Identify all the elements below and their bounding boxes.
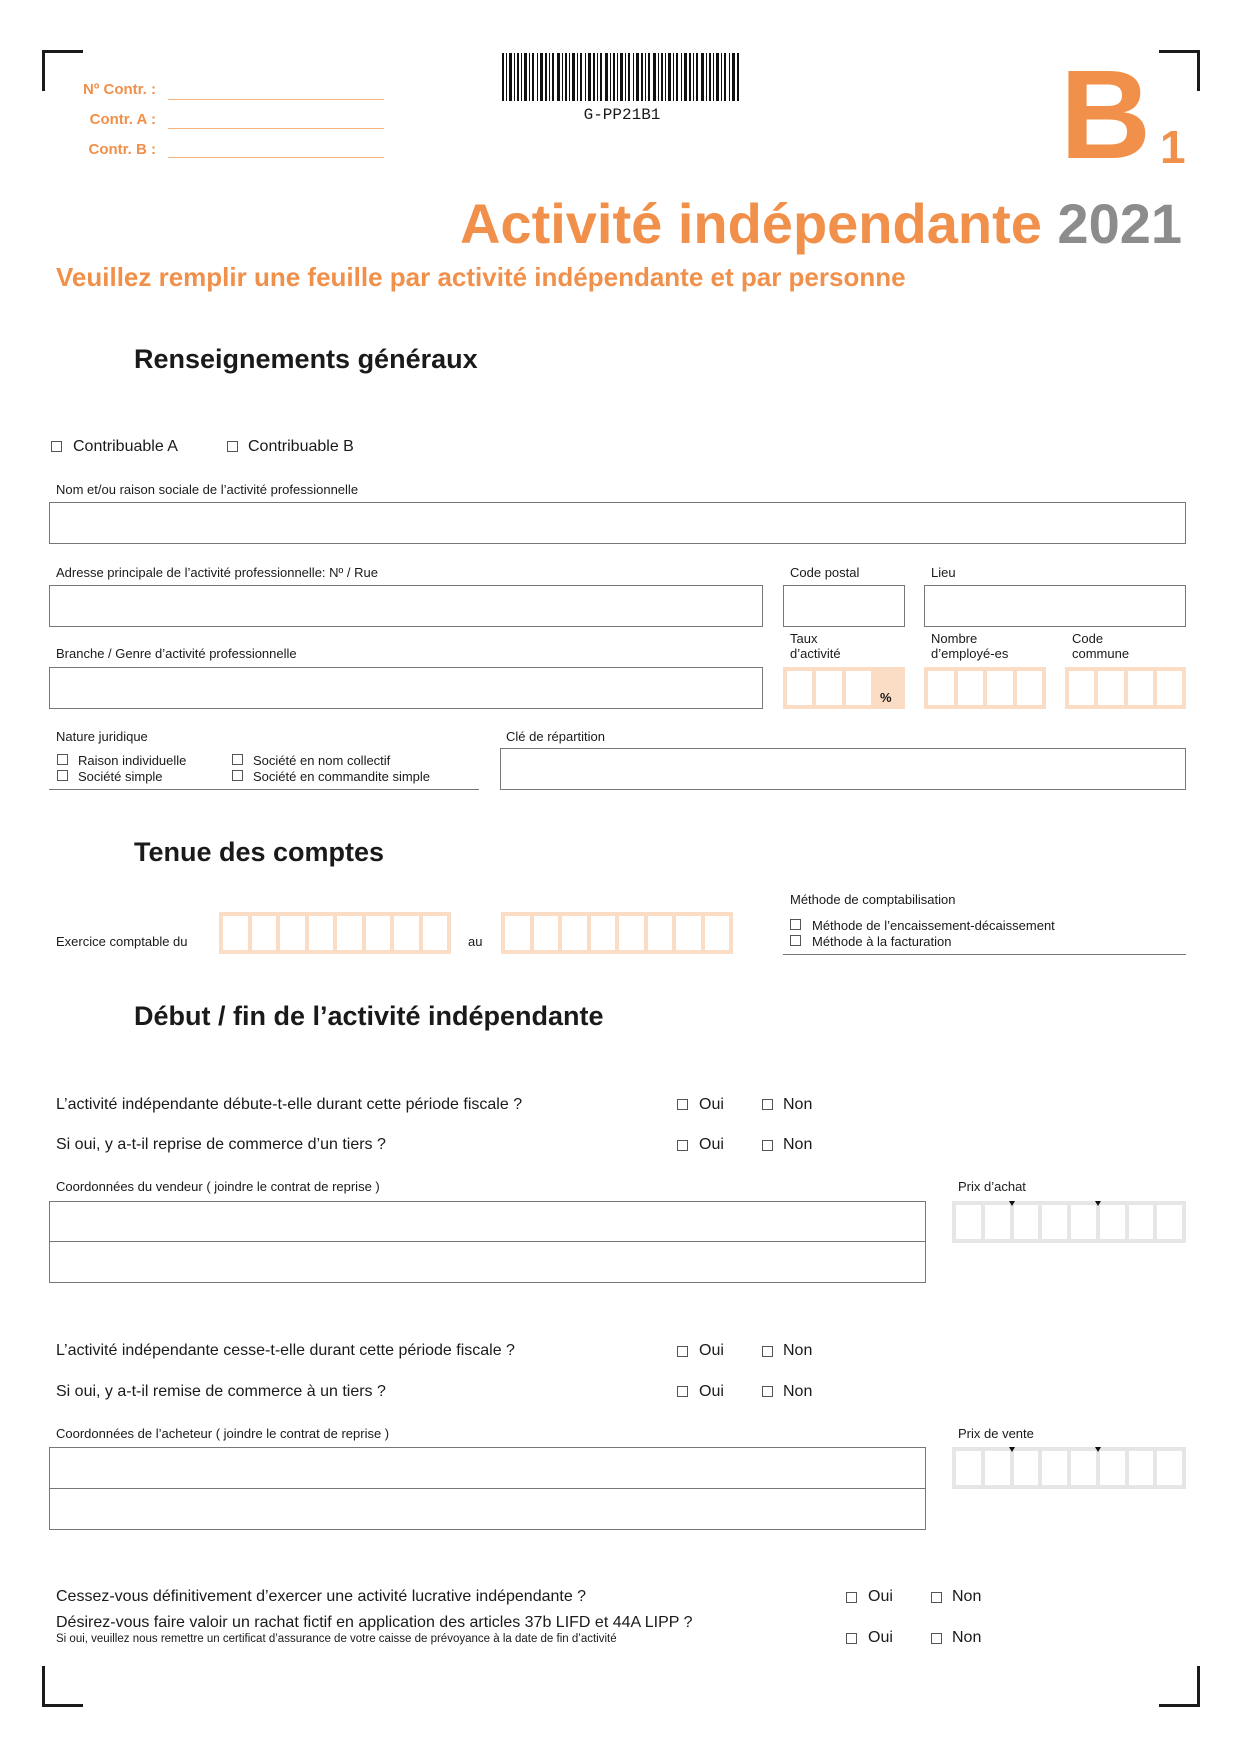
buyer-label: Coordonnées de l’acheteur ( joindre le contrat de reprise ) xyxy=(56,1426,390,1441)
digit-cell xyxy=(252,916,277,950)
digit-cell xyxy=(366,916,391,950)
digit-cell xyxy=(956,1451,981,1485)
checkbox-societe-simple[interactable] xyxy=(57,770,68,781)
contr-no-field[interactable] xyxy=(168,99,384,100)
checkbox-start-non[interactable] xyxy=(762,1099,773,1110)
digit-cell xyxy=(787,671,812,705)
digit-cell xyxy=(1071,1451,1096,1485)
checkbox-remise-oui[interactable] xyxy=(677,1386,688,1397)
title-text: Activité indépendante xyxy=(459,192,1042,255)
thousands-separator-icon xyxy=(1095,1201,1101,1206)
raison-individuelle-label: Raison individuelle xyxy=(78,753,187,768)
nature-divider xyxy=(49,789,479,790)
digit-cell xyxy=(423,916,448,950)
address-input[interactable] xyxy=(49,585,763,627)
checkbox-nom-collectif[interactable] xyxy=(232,754,243,765)
sale-price-label: Prix de vente xyxy=(958,1426,1034,1441)
vendor-input-line1[interactable] xyxy=(49,1201,926,1243)
name-label: Nom et/ou raison sociale de l’activité professionnelle xyxy=(56,482,359,497)
vendor-label: Coordonnées du vendeur ( joindre le contrat de reprise ) xyxy=(56,1179,380,1194)
contribuable-b-label: Contribuable B xyxy=(248,438,354,455)
digit-cell xyxy=(987,671,1013,705)
branch-input[interactable] xyxy=(49,667,763,709)
checkbox-contribuable-b[interactable] xyxy=(227,441,238,452)
digit-cell xyxy=(705,916,730,950)
postal-code-label: Code postal xyxy=(790,565,860,580)
exercise-label: Exercice comptable du xyxy=(56,934,188,949)
digit-cell xyxy=(846,671,871,705)
question-reprise: Si oui, y a-t-il reprise de commerce d’un tiers ? xyxy=(56,1136,386,1153)
digit-cell xyxy=(223,916,248,950)
page-title xyxy=(459,192,1182,255)
contr-b-label: Contr. B : xyxy=(88,141,156,158)
corner-mark-bottom-right xyxy=(1159,1666,1200,1707)
barcode-icon xyxy=(502,53,742,101)
cle-input[interactable] xyxy=(500,748,1186,790)
contr-a-label: Contr. A : xyxy=(89,111,156,128)
question-cease: Cessez-vous définitivement d’exercer une activité lucrative indépendante ? xyxy=(56,1588,587,1605)
commune-label xyxy=(1072,631,1129,661)
digit-cell xyxy=(928,671,954,705)
digit-cell xyxy=(1014,1451,1039,1485)
digit-cell xyxy=(309,916,334,950)
section-heading-accounts: Tenue des comptes xyxy=(134,837,385,867)
contr-b-field[interactable] xyxy=(168,157,384,158)
employees-input[interactable] xyxy=(924,667,1046,709)
checkbox-reprise-oui[interactable] xyxy=(677,1140,688,1151)
digit-cell xyxy=(958,671,984,705)
digit-cell xyxy=(562,916,587,950)
purchase-price-input[interactable] xyxy=(952,1201,1186,1243)
digit-cell xyxy=(1128,671,1153,705)
employees-label-line2: d’employé-es xyxy=(931,646,1009,661)
question-rachat: Désirez-vous faire valoir un rachat fictif en application des articles 37b LIFD et 44A LIPP ? xyxy=(56,1614,693,1631)
digit-cell xyxy=(1100,1451,1125,1485)
title-year: 2021 xyxy=(1057,192,1182,255)
nature-label: Nature juridique xyxy=(56,729,148,744)
commune-input[interactable] xyxy=(1065,667,1186,709)
taux-label xyxy=(790,631,841,661)
employees-label-line1: Nombre xyxy=(931,631,978,646)
contribuable-a-label: Contribuable A xyxy=(73,438,178,455)
digit-cell xyxy=(1014,1205,1039,1239)
buyer-input-line2[interactable] xyxy=(49,1488,926,1530)
digit-cell xyxy=(1129,1205,1154,1239)
checkbox-rachat-non[interactable] xyxy=(931,1633,942,1644)
cle-label: Clé de répartition xyxy=(506,729,605,744)
purchase-price-label: Prix d’achat xyxy=(958,1179,1026,1194)
digit-cell xyxy=(1042,1205,1067,1239)
method-label: Méthode de comptabilisation xyxy=(790,892,956,907)
digit-cell xyxy=(1100,1205,1125,1239)
oui-label: Oui xyxy=(699,1383,724,1400)
thousands-separator-icon xyxy=(1009,1447,1015,1452)
oui-label: Oui xyxy=(699,1342,724,1359)
section-heading-startend: Début / fin de l’activité indépendante xyxy=(134,1001,604,1031)
checkbox-facturation[interactable] xyxy=(790,935,801,946)
sale-price-input[interactable] xyxy=(952,1447,1186,1489)
question-remise: Si oui, y a-t-il remise de commerce à un tiers ? xyxy=(56,1383,386,1400)
form-letter: B xyxy=(1060,44,1151,185)
digit-cell xyxy=(591,916,616,950)
checkbox-cease-oui[interactable] xyxy=(846,1592,857,1603)
thousands-separator-icon xyxy=(1095,1447,1101,1452)
digit-cell xyxy=(1157,671,1182,705)
checkbox-cease-non[interactable] xyxy=(931,1592,942,1603)
non-label: Non xyxy=(783,1136,813,1153)
barcode-text: G-PP21B1 xyxy=(583,106,661,124)
contr-no-label: Nº Contr. : xyxy=(83,81,156,98)
digit-cell xyxy=(619,916,644,950)
exercise-end-date[interactable] xyxy=(501,912,733,954)
oui-label: Oui xyxy=(699,1136,724,1153)
digit-cell xyxy=(534,916,559,950)
checkbox-end-oui[interactable] xyxy=(677,1346,688,1357)
exercise-start-date[interactable] xyxy=(219,912,451,954)
lieu-label: Lieu xyxy=(931,565,956,580)
digit-cell xyxy=(337,916,362,950)
corner-mark-top-right xyxy=(1159,50,1200,91)
page-subtitle: Veuillez remplir une feuille par activité indépendante et par personne xyxy=(56,262,906,292)
checkbox-encaissement[interactable] xyxy=(790,919,801,930)
digit-cell xyxy=(985,1205,1010,1239)
digit-cell xyxy=(1071,1205,1096,1239)
name-input[interactable] xyxy=(49,502,1186,544)
employees-label xyxy=(931,631,1008,661)
oui-label: Oui xyxy=(868,1629,893,1646)
digit-cell xyxy=(1017,671,1043,705)
contr-a-field[interactable] xyxy=(168,128,384,129)
rachat-note: Si oui, veuillez nous remettre un certificat d’assurance de votre caisse de prévoyance à la date de fin d’activité xyxy=(56,1633,617,1645)
checkbox-commandite-simple[interactable] xyxy=(232,770,243,781)
digit-cell xyxy=(648,916,673,950)
digit-cell xyxy=(1098,671,1123,705)
percent-sign: % xyxy=(880,690,892,705)
lieu-input[interactable] xyxy=(924,585,1186,627)
digit-cell xyxy=(1129,1451,1154,1485)
nom-collectif-label: Société en nom collectif xyxy=(253,753,391,768)
digit-cell xyxy=(676,916,701,950)
non-label: Non xyxy=(783,1096,813,1113)
digit-cell xyxy=(1157,1451,1182,1485)
oui-label: Oui xyxy=(868,1588,893,1605)
vendor-input-line2[interactable] xyxy=(49,1241,926,1283)
commune-label-line1: Code xyxy=(1072,631,1104,646)
digit-cell xyxy=(394,916,419,950)
non-label: Non xyxy=(783,1383,813,1400)
au-label: au xyxy=(468,934,483,949)
question-start: L’activité indépendante débute-t-elle durant cette période fiscale ? xyxy=(56,1096,523,1113)
checkbox-start-oui[interactable] xyxy=(677,1099,688,1110)
digit-cell xyxy=(1069,671,1094,705)
commandite-simple-label: Société en commandite simple xyxy=(253,769,431,784)
checkbox-raison-individuelle[interactable] xyxy=(57,754,68,765)
digit-cell xyxy=(1157,1205,1182,1239)
digit-cell xyxy=(985,1451,1010,1485)
question-end: L’activité indépendante cesse-t-elle durant cette période fiscale ? xyxy=(56,1342,515,1359)
digit-cell xyxy=(956,1205,981,1239)
buyer-input-line1[interactable] xyxy=(49,1447,926,1489)
non-label: Non xyxy=(952,1588,982,1605)
oui-label: Oui xyxy=(699,1096,724,1113)
facturation-label: Méthode à la facturation xyxy=(812,934,952,949)
non-label: Non xyxy=(952,1629,982,1646)
digit-cell xyxy=(280,916,305,950)
postal-code-input[interactable] xyxy=(783,585,905,627)
digit-cell xyxy=(816,671,841,705)
checkbox-reprise-non[interactable] xyxy=(762,1140,773,1151)
checkbox-rachat-oui[interactable] xyxy=(846,1633,857,1644)
thousands-separator-icon xyxy=(1009,1201,1015,1206)
digit-cell xyxy=(1042,1451,1067,1485)
checkbox-remise-non[interactable] xyxy=(762,1386,773,1397)
form-number: 1 xyxy=(1160,121,1186,173)
digit-cell xyxy=(505,916,530,950)
commune-label-line2: commune xyxy=(1072,646,1130,661)
section-heading-general: Renseignements généraux xyxy=(134,344,478,374)
address-label: Adresse principale de l’activité professionnelle: Nº / Rue xyxy=(56,565,378,580)
checkbox-contribuable-a[interactable] xyxy=(51,441,62,452)
method-divider xyxy=(783,954,1186,955)
corner-mark-bottom-left xyxy=(42,1666,83,1707)
taux-label-line1: Taux xyxy=(790,631,818,646)
encaissement-label: Méthode de l’encaissement-décaissement xyxy=(812,918,1055,933)
societe-simple-label: Société simple xyxy=(78,769,163,784)
non-label: Non xyxy=(783,1342,813,1359)
taux-label-line2: d’activité xyxy=(790,646,841,661)
checkbox-end-non[interactable] xyxy=(762,1346,773,1357)
branch-label: Branche / Genre d’activité professionnelle xyxy=(56,646,297,661)
